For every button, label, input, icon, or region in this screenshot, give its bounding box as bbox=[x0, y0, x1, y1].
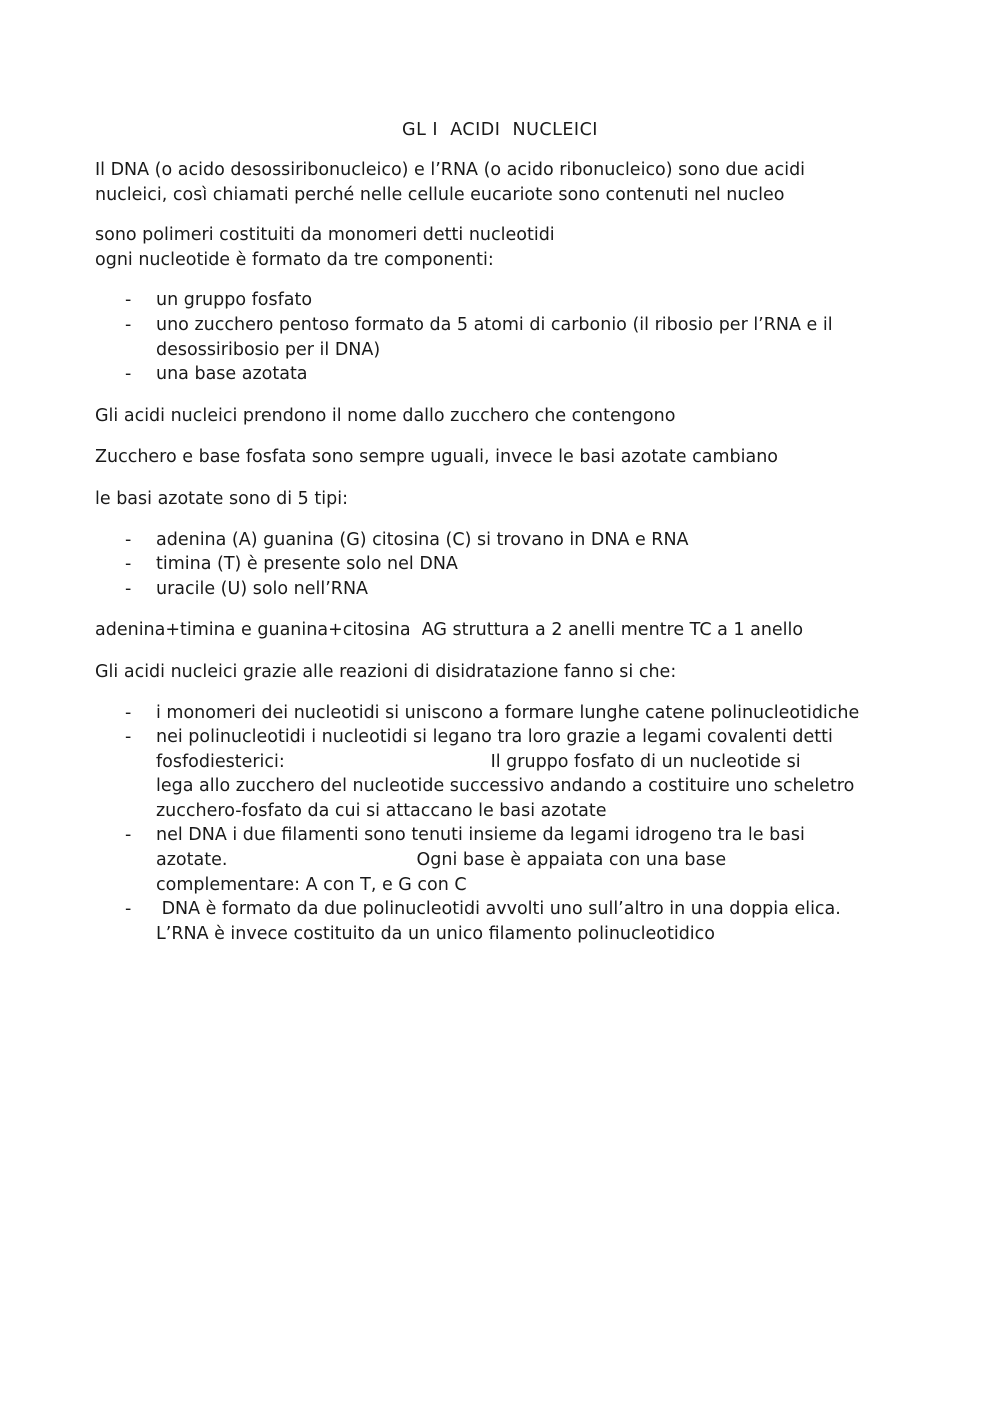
components-list bbox=[95, 288, 905, 386]
pairing-paragraph: adenina+timina e guanina+citosina AG struttura a 2 anelli mentre TC a 1 anello bbox=[95, 620, 804, 641]
dash-bullet: - bbox=[125, 578, 132, 599]
list-item: - uno zucchero pentoso formato da 5 atomi di carbonio (il ribosio per l’RNA e il desossiribosio per il DNA) bbox=[125, 314, 833, 360]
intro-line: nucleici, così chiamati perché nelle cellule eucariote sono contenuti nel nucleo bbox=[95, 184, 785, 205]
list-item: - timina (T) è presente solo nel DNA bbox=[95, 552, 905, 577]
dash-bullet: - bbox=[125, 727, 132, 748]
base-types-list bbox=[95, 528, 905, 602]
polymers-paragraph bbox=[95, 223, 905, 272]
list-item: - nel DNA i due filamenti sono tenuti insieme da legami idrogeno tra le basi azotate. Ogni base è appaiata con una base complementare: A con T, e G con C bbox=[125, 825, 805, 895]
list-item: - un gruppo fosfato bbox=[95, 288, 905, 313]
dash-bullet: - bbox=[125, 702, 132, 723]
list-item: - nei polinucleotidi i nucleotidi si legano tra loro grazie a legami covalenti detti fosfodiesterici: Il gruppo fosfato di un nucleotide si lega allo zucchero del nucleotide successivo andando a costituire uno scheletro zucchero-fosfato da cui si attaccano le basi azotate bbox=[125, 727, 855, 821]
list-item: - uracile (U) solo nell’RNA bbox=[95, 577, 905, 602]
polymers-line: ogni nucleotide è formato da tre componenti: bbox=[95, 249, 494, 270]
dash-bullet: - bbox=[125, 314, 132, 335]
base-types-intro: le basi azotate sono di 5 tipi: bbox=[95, 488, 348, 509]
list-item: - DNA è formato da due polinucleotidi avvolti uno sull’altro in una doppia elica. L’RNA è invece costituito da un unico filamento polinucleotidico bbox=[125, 899, 841, 944]
document-title: GL I ACIDI NUCLEICI bbox=[402, 120, 598, 140]
dehydration-list bbox=[95, 701, 905, 947]
list-item: - i monomeri dei nucleotidi si uniscono a formare lunghe catene polinucleotidiche bbox=[95, 701, 905, 726]
sugar-base-paragraph: Zucchero e base fosfata sono sempre uguali, invece le basi azotate cambiano bbox=[95, 447, 778, 468]
dash-bullet: - bbox=[125, 290, 132, 311]
dehydration-intro: Gli acidi nucleici grazie alle reazioni di disidratazione fanno si che: bbox=[95, 661, 677, 682]
dash-bullet: - bbox=[125, 364, 132, 385]
polymers-line: sono polimeri costituiti da monomeri detti nucleotidi bbox=[95, 225, 555, 246]
dash-bullet: - bbox=[125, 529, 132, 550]
document-page bbox=[95, 118, 905, 946]
dash-bullet: - bbox=[125, 554, 132, 575]
intro-paragraph bbox=[95, 158, 905, 207]
list-item: - una base azotata bbox=[95, 362, 905, 387]
naming-paragraph: Gli acidi nucleici prendono il nome dallo zucchero che contengono bbox=[95, 405, 676, 426]
list-item: - adenina (A) guanina (G) citosina (C) si trovano in DNA e RNA bbox=[95, 528, 905, 553]
dash-bullet: - bbox=[125, 899, 132, 920]
intro-line: Il DNA (o acido desossiribonucleico) e l’RNA (o acido ribonucleico) sono due acidi bbox=[95, 160, 806, 180]
dash-bullet: - bbox=[125, 825, 132, 846]
